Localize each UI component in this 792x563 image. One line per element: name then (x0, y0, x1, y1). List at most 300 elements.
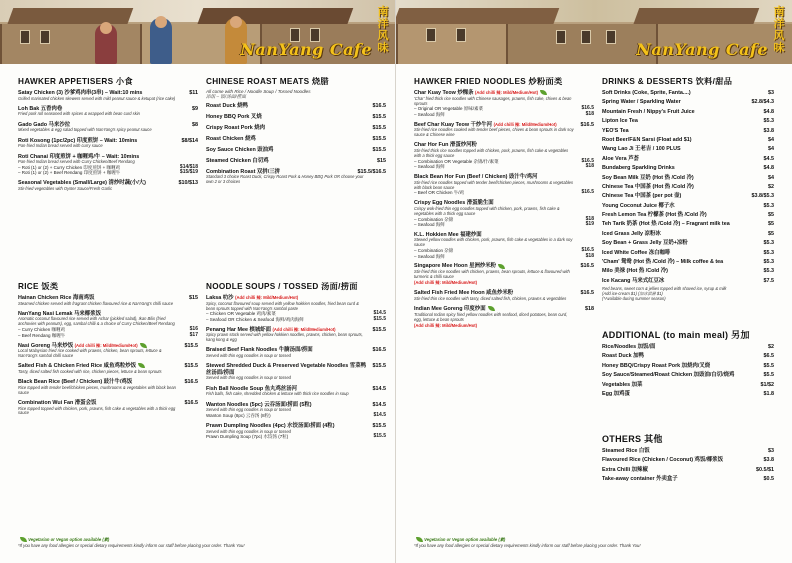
item-description: Stir-fried thick rice noodles topped with chicken, pork, prawns, fish cake & vegetables with a thick egg sauce (414, 148, 569, 158)
variant-price: $15/$19 (179, 169, 198, 176)
item-price: $0.5 (763, 476, 774, 483)
item-price: $4 (768, 174, 774, 181)
item-price: $0.5/$1 (756, 466, 774, 473)
item-name: Soy Bean Milk 豆奶 (Hot 热 /Cold 冷) (602, 174, 694, 181)
item-description: Served with thin egg noodles in soup or tossed (206, 375, 291, 381)
item-variant (414, 222, 594, 227)
item-description: Fish balls, fish cake, shredded chicken & lettuce with thick rice noodles in soup (206, 391, 349, 397)
item-name: Bundaberg Sparkling Drinks (602, 165, 675, 172)
roast-list (206, 103, 386, 185)
variant-price: $14.5 (373, 310, 386, 317)
item-name: Egg 加鸡蛋 (602, 390, 630, 397)
fried-noodles-list (414, 90, 594, 329)
item-price: $15.5 (372, 326, 386, 333)
item-row (206, 125, 386, 132)
item-name: Salted Fish & Chicken Fried Rice 咸鱼鸡粒炒饭 (18, 363, 137, 370)
menu-item (602, 268, 774, 275)
item-name: Nasi Goreng 马来炒饭 (18, 342, 74, 349)
item-name: Roti Chanai 印度煎饼 + 咖喱鸡/牛 – Wait: 10mins (18, 153, 140, 160)
variant-label: – Combination OR Vegetable 杂锦/什/素菜 (414, 158, 499, 164)
item-name: Honey BBQ Pork 叉烧 (206, 113, 262, 120)
menu-item (602, 448, 774, 455)
item-name: Take-away container 外卖盒子 (602, 476, 678, 483)
item-price: $5 (768, 212, 774, 219)
menu-item (18, 379, 198, 395)
menu-item (414, 290, 594, 302)
menu-item (206, 136, 386, 143)
item-price: $4.5 (763, 155, 774, 162)
item-variant (206, 317, 386, 322)
item-name-wrap (206, 147, 277, 154)
rice-list (18, 295, 198, 416)
menu-item (18, 363, 198, 375)
page-footer: Vegetarian or Vegan option available (素) *If you have any food allergies or special dietary requirements kindly inform our staff before placing your order. Thank You! (414, 537, 641, 548)
brand-logo-chinese: 南洋风味 (773, 6, 785, 54)
menu-item (602, 128, 774, 135)
item-description: Crispy wok-fried thin egg noodles topped with chicken, pork, prawns, fish cake & vegetables with a thick egg sauce (414, 205, 560, 216)
variant-price: $16.5 (581, 157, 594, 164)
menu-item (414, 200, 594, 227)
variant-price: $16 (189, 326, 198, 333)
item-price: $4.8 (763, 108, 774, 115)
menu-item (18, 154, 198, 176)
item-price: $4.8 (763, 165, 774, 172)
menu-item (18, 295, 198, 307)
item-name: Combination Roast 双拼/三拼 (206, 168, 280, 175)
chilli-option: (Add chilli 辣: Mild/Medium/Hot) (414, 279, 478, 285)
variant-price: $16.5 (581, 189, 594, 196)
variant-price: $16.5 (581, 247, 594, 254)
variant-price: $14/$18 (179, 164, 198, 171)
item-name: Wang Lao Ji 王老吉 / 100 PLUS (602, 146, 681, 153)
menu-item (602, 221, 774, 228)
variant-label: – Chicken OR Vegetable 鸡肉/素菜 (206, 311, 276, 317)
item-row (206, 147, 386, 154)
menu-item (602, 203, 774, 210)
item-price: $2 (768, 183, 774, 190)
item-price: $16.5 (580, 263, 594, 270)
menu-item (206, 169, 386, 185)
menu-item (602, 146, 774, 153)
item-price: $5.3 (763, 118, 774, 125)
item-name: Flavoured Rice (Chicken / Coconut) 鸡饭/椰浆饭 (602, 457, 724, 464)
item-description: Rice topped with tender beef/chicken pieces, mushrooms & vegetables with black bean sauce (18, 384, 176, 395)
section-subtitle: All come with Rice / Noodle Soup / Tossed Noodles 添饭 – 饭/汤面/捞面 (206, 89, 311, 100)
item-name: YEO'S Tea (602, 127, 629, 134)
menu-item (206, 147, 386, 154)
menu-item (602, 467, 774, 474)
item-description: Aromatic coconut flavoured rice served with Achar (pickled salad), Ikan Bilis (fried anchovies with peanuts), egg, sambal chilli & a choice of Curry Chicken/Beef Rendang (18, 316, 175, 327)
banner-artwork (0, 0, 396, 64)
item-name: Soy Sauce/Steamed/Roast Chicken 加豉油/白切/烧鸡 (602, 372, 735, 379)
item-description: Tasty, diced salted fish cooked with rice, chicken pieces, lettuce & bean sprouts (18, 368, 162, 374)
menu-item (602, 250, 774, 257)
item-price: $1.8 (763, 390, 774, 397)
variant-label: – Seafood 海鲜 (414, 164, 445, 170)
variant-price: $15.5 (373, 433, 386, 440)
item-price: $1/$2 (760, 381, 774, 388)
item-row (206, 103, 386, 110)
item-description: Served with thin egg noodles in soup or tossed (206, 353, 291, 358)
item-variant (206, 413, 386, 418)
item-name: Wanton Noodles (5pc) 云吞汤面/捞面 (5粒) (206, 401, 312, 408)
menu-item (602, 457, 774, 464)
brand-logo: NanYang Cafe (636, 40, 768, 59)
item-price: $5.3 (763, 268, 774, 275)
menu-item (602, 90, 774, 97)
chilli-option: (Add chilli 辣: Mild/Medium/Hot) (493, 121, 557, 127)
item-price: $18 (585, 306, 594, 313)
item-name: Prawn Dumpling Noodles (4pc) 水饺汤面/捞面 (4粒) (206, 422, 335, 429)
menu-item (18, 138, 198, 150)
item-name: Indian Mee Goreng 印度炒面 (414, 306, 486, 313)
item-price: $5.3 (763, 202, 774, 209)
menu-item (206, 423, 386, 440)
section-rice (18, 281, 198, 421)
item-name: K.L. Hokkien Mee 福建炒面 (414, 231, 482, 238)
item-name: Lipton Ice Tea (602, 118, 638, 125)
section-title: DRINKS & DESSERTS 饮料/甜品 (602, 77, 733, 86)
section-drinks (602, 76, 774, 302)
item-description: Standard 3 choice Roast Duck, Crispy Roast Pork & Honey BBQ Pork OR choose your own 2 or 3 choices (206, 174, 364, 185)
item-price: $4 (768, 136, 774, 143)
menu-item (414, 263, 594, 285)
item-description: Pan-fried Indian bread served with Curry Chicken/Beef Rendang (18, 159, 135, 165)
item-name: Milo 美禄 (Hot 热 /Cold 冷) (602, 268, 668, 275)
item-name: Soy Bean + Grass Jelly 豆奶+凉粉 (602, 240, 688, 247)
menu-item (206, 327, 386, 343)
item-price: $10/$13 (178, 180, 198, 187)
item-price: $15.5/$16.5 (357, 168, 386, 175)
menu-item (602, 240, 774, 247)
menu-item (602, 184, 774, 191)
item-name: Roast Chicken 烧鸡 (206, 135, 256, 142)
item-name: Aloe Vera 芦荟 (602, 155, 639, 162)
item-description: Pan-fried Indian bread served with curry sauce (18, 143, 103, 149)
chilli-option: (Add chilli 辣: Mild/Medium/Hot) (74, 342, 138, 348)
item-name: Loh Bak 五香肉卷 (18, 105, 63, 112)
item-price: $15.5 (372, 135, 386, 142)
item-name: Braised Beef Flank Noodles 牛腩汤面/捞面 (206, 347, 313, 354)
item-price: $15.5 (184, 342, 198, 349)
item-name: Roast Duck 烧鸭 (206, 102, 248, 109)
variant-price: $18 (585, 110, 594, 117)
menu-item (206, 114, 386, 121)
section-title: RICE 饭类 (18, 282, 59, 291)
item-name: Soy Sauce Chicken 豉油鸡 (206, 146, 274, 153)
section-others (602, 432, 774, 486)
variant-price: $14.5 (373, 412, 386, 419)
variant-label: – Seafood 海鲜 (414, 222, 445, 228)
item-description: Stir-fried rice noodles cooked with tender beef pieces, chives & bean sprouts in dark soy sauce & Chinese wine (414, 127, 574, 138)
item-name: Hainan Chicken Rice 海南鸡饭 (18, 295, 95, 301)
banner-artwork (396, 0, 792, 64)
item-description: Spicy, coconut flavoured soup served with yellow hokkien noodles, fried bean curd & bean sprouts topped with NanYang's sambal paste (206, 300, 359, 311)
item-note: (Add ice-cream $1) (加冰淇淋 $1) (602, 291, 663, 297)
variant-price: $18 (585, 163, 594, 170)
menu-item (206, 347, 386, 359)
menu-item (602, 344, 774, 351)
item-description: Fried pork roll seasoned with spices & wrapped with bean curd skin (18, 111, 140, 117)
variant-price: $19 (585, 221, 594, 228)
item-price: $7.5 (763, 277, 774, 284)
item-name: 'Cham' 鸳鸯 (Hot 热 /Cold 冷) – Milk coffee & tea (602, 259, 724, 266)
item-price: $15.5 (372, 146, 386, 153)
item-name: Crispy Egg Noodles 滑蛋脆生面 (414, 200, 494, 207)
item-price: $14.5 (372, 401, 386, 408)
item-name: Iced White Coffee 冻白咖啡 (602, 249, 671, 256)
item-name: Ice Kacang 马来式红豆冰 (602, 277, 665, 284)
menu-page-right (396, 0, 792, 563)
variant-label: – Roti (1) or (2) + Beef Rendang 印度煎饼 + 咖喱牛 (18, 170, 121, 176)
leaf-icon (140, 343, 147, 348)
section-appetisers (18, 76, 198, 196)
item-price: $5 (768, 221, 774, 228)
item-price: $3.8/$5.3 (751, 193, 774, 200)
item-price: $15.5 (372, 422, 386, 429)
additional-list (602, 344, 774, 398)
item-name-wrap (206, 103, 252, 110)
item-name: Gado Gado 马来沙拉 (18, 121, 71, 128)
item-price: $11 (189, 90, 198, 96)
item-name: Singapore Mee Hoon 星洲炒米粉 (414, 263, 497, 270)
menu-item (206, 103, 386, 110)
item-row (206, 158, 386, 165)
variant-price: $15.5 (373, 315, 386, 322)
section-fried-noodles (414, 76, 594, 333)
item-name: Chinese Tea 中国茶 (Hot 热 /Cold 冷) (602, 183, 694, 190)
leaf-icon (540, 90, 547, 95)
menu-item (602, 231, 774, 238)
chilli-option: (Add chilli 辣: Mild/Medium/Hot) (235, 295, 299, 300)
menu-item (18, 180, 198, 192)
item-price: $16.5 (372, 102, 386, 109)
menu-item (602, 391, 774, 398)
item-price: $6.5 (763, 353, 774, 360)
menu-item (602, 353, 774, 360)
item-variant (414, 190, 594, 195)
item-price: $2.8/$4.3 (751, 99, 774, 106)
section-roast-meats (206, 76, 386, 190)
item-name: Young Coconut Juice 椰子水 (602, 202, 675, 209)
item-description: Stir-fried rice noodles topped with tender beef/chicken pieces, mushrooms & vegetables with black bean sauce (414, 179, 573, 190)
chilli-option: (Add chilli 辣: Mild/Medium/Hot) (475, 90, 539, 95)
item-name: Teh Tarik 奶茶 (Hot 热 /Cold 冷) – Fragrant milk tea (602, 221, 730, 228)
item-price: $15 (377, 157, 386, 164)
leaf-icon (138, 363, 145, 368)
item-description: Grilled marinated chicken skewers served with mild peanut sauce & ketupat (rice cake) (18, 95, 176, 101)
item-price: $15.5 (372, 363, 386, 370)
others-list (602, 448, 774, 483)
item-variant (414, 254, 594, 259)
item-name: Penang Har Mee 槟城虾面 (206, 326, 272, 333)
item-name: Vegetables 加菜 (602, 381, 643, 388)
variant-price: $17 (189, 331, 198, 338)
section-title: HAWKER FRIED NOODLES 炒粉面类 (414, 77, 563, 86)
item-price: $16.5 (372, 347, 386, 354)
variant-label: – Seafood 海鲜 (414, 111, 445, 117)
variant-price: $16.5 (581, 105, 594, 112)
menu-item (602, 175, 774, 182)
menu-item (602, 109, 774, 116)
item-price: $8/$14 (181, 137, 198, 144)
item-price: $5.3 (763, 249, 774, 256)
item-variant (18, 333, 198, 338)
item-name: Soft Drinks (Coke, Sprite, Fanta....) (602, 90, 691, 96)
item-description: 'Char' fried thick rice noodles with Chinese sausages, prawns, fish cake, chives & bean sprouts (414, 95, 572, 106)
menu-item (602, 363, 774, 370)
menu-item (602, 156, 774, 163)
item-price: $14.5 (372, 385, 386, 392)
item-price: $15.5 (372, 124, 386, 131)
item-name: Stewed Shredded Duck & Preserved Vegetable Noodles 雪菜鸭丝汤面/捞面 (206, 363, 366, 376)
item-price: $16.5 (184, 399, 198, 406)
item-price: $3 (768, 90, 774, 96)
drinks-list (602, 90, 774, 302)
item-name: NanYang Nasi Lemak 马来椰浆饭 (18, 310, 101, 317)
menu-item (206, 158, 386, 165)
menu-item (414, 90, 594, 117)
menu-item (206, 402, 386, 419)
item-name: Mountain Fresh / Nippy's Fruit Juice (602, 108, 695, 115)
variant-label: – Beef Rendang 咖喱牛 (18, 332, 66, 338)
item-name: Roast Duck 加鸭 (602, 353, 644, 360)
menu-item (18, 311, 198, 338)
item-name: Spring Water / Sparkling Water (602, 99, 681, 106)
section-additional (602, 328, 774, 400)
item-name: Salted Fish Fried Mee Hoon 咸鱼炒米粉 (414, 290, 514, 297)
section-noodle-soups (206, 281, 386, 444)
item-price: $5 (768, 230, 774, 237)
appetisers-list (18, 90, 198, 192)
menu-item (602, 193, 774, 200)
item-name-wrap (206, 114, 266, 121)
item-description: Stir-fried vegetables with Oyster Sauce/Fresh Garlic (18, 185, 113, 191)
item-name: Char Hor Fun 滑蛋炒河粉 (414, 142, 477, 149)
menu-item (206, 386, 386, 398)
item-description: Red beans, sweet corn & jellies topped with shaved ice, syrup & milk (602, 286, 727, 292)
menu-item (414, 174, 594, 196)
menu-item (602, 137, 774, 144)
variant-label: – Combination 杂锦 (414, 248, 454, 254)
variant-label: – Beef OR Chicken 牛/鸡 (414, 190, 465, 196)
item-description: Steamed chicken served with fragrant chicken flavoured rice & NanYang's chilli sauce (18, 300, 173, 306)
item-price: $16.5 (184, 379, 198, 386)
item-name: Crispy Roast Pork 烧肉 (206, 124, 266, 131)
item-name: Steamed Rice 白饭 (602, 448, 650, 454)
menu-item (414, 122, 594, 138)
item-variant (18, 170, 198, 175)
variant-label: – Original OR Vegetable 原味/素菜 (414, 106, 484, 112)
variant-price: $18 (585, 215, 594, 222)
section-title: CHINESE ROAST MEATS 烧腊 (206, 77, 329, 86)
item-price: $16.5 (580, 121, 594, 128)
item-name: Root Beer/F&N Sarsi (Float add $1) (602, 136, 692, 143)
variant-price: $18 (585, 252, 594, 259)
item-name: Black Bean Rice (Beef / Chicken) 豉汁牛/鸡饭 (18, 379, 133, 386)
menu-item (414, 142, 594, 169)
menu-item (602, 99, 774, 106)
item-description: Spicy prawn stock served with yellow hokkien noodles, prawns, chicken, bean sprouts, kang kong & egg (206, 332, 363, 343)
item-name: Rice/Noodles 加饭/面 (602, 344, 656, 350)
item-row (206, 136, 386, 143)
leaf-icon (20, 537, 27, 542)
chilli-option: (Add chilli 辣: Mild/Medium/Hot) (414, 322, 478, 328)
item-name: Chinese Tea 中国茶 (per pot 壶) (602, 193, 682, 200)
menu-item (18, 90, 198, 102)
item-name-wrap (206, 136, 260, 143)
item-price: $9 (192, 105, 198, 112)
brand-logo-chinese: 南洋风味 (377, 6, 389, 54)
menu-item (602, 118, 774, 125)
menu-item (206, 363, 386, 381)
item-price: $5.5 (763, 362, 774, 369)
item-variant (206, 434, 386, 439)
section-title: OTHERS 其他 (602, 434, 663, 444)
item-name: Laksa 叻沙 (206, 295, 234, 301)
item-price: $3 (768, 448, 774, 454)
item-name: Satay Chicken (3) 沙爹鸡肉串(3串) – Wait:10 mins (18, 90, 143, 96)
noodles-list (206, 295, 386, 440)
menu-item (602, 382, 774, 389)
page-footer: Vegetarian or Vegan option available (素) *If you have any food allergies or special dietary requirements kindly inform our staff before placing your order. Thank You! (18, 537, 245, 548)
menu-item (18, 400, 198, 416)
menu-item (414, 306, 594, 328)
item-row (206, 114, 386, 121)
item-name: Extra Chilli 加辣椒 (602, 466, 648, 473)
variant-label: Wanton Soup (8pc) 云吞汤 (8粒) (206, 413, 271, 419)
item-price: $16.5 (580, 290, 594, 297)
menu-item (18, 122, 198, 134)
menu-item (602, 165, 774, 172)
variant-label: – Curry Chicken 咖喱鸡 (18, 327, 66, 333)
item-variant (414, 112, 594, 117)
item-name: Black Bean Hor Fun (Beef / Chicken) 豉汁牛/鸡河 (414, 174, 538, 181)
menu-item (18, 106, 198, 118)
item-price: $5.3 (763, 259, 774, 266)
item-name: Beef Char Kuay Teow 干炒牛河 (414, 121, 493, 128)
item-price: $5.5 (763, 372, 774, 379)
item-description: Stir-fried thin rice noodles with chicken, prawns, bean sprouts, lettuce & flavoured with turmeric & chilli sauce (414, 269, 570, 279)
item-price: $15.5 (372, 113, 386, 120)
leaf-icon (416, 537, 423, 542)
variant-label: – Combination 杂锦 (414, 216, 454, 222)
menu-item (602, 372, 774, 379)
item-price: $4 (768, 146, 774, 153)
menu-item (414, 232, 594, 259)
item-description: Served with thin egg noodles in soup or tossed (206, 428, 291, 434)
item-name: Steamed Chicken 白切鸡 (206, 157, 269, 164)
item-name: Seasonal Vegetables (Small/Large) 清炒时蔬(小/大) (18, 180, 146, 187)
item-price: $5.3 (763, 240, 774, 247)
item-name: Fresh Lemon Tea 柠檬茶 (Hot 热 /Cold 冷) (602, 212, 707, 219)
item-name: Fish Ball Noodle Soup 鱼丸鸡丝汤河 (206, 385, 298, 392)
item-name: Honey BBQ/Crispy Roast Pork 加烧肉/叉烧 (602, 362, 711, 369)
menu-item (602, 212, 774, 219)
item-name: Iced Grass Jelly 凉粉冰 (602, 230, 661, 237)
leaf-icon (488, 306, 495, 311)
item-name: Char Kuay Teow 炒粿条 (414, 90, 474, 96)
item-description: Traditional Indian spicy fried yellow noodles with seafood, diced potatoes, bean curd, egg, lettuce & bean sprouts (414, 311, 568, 322)
item-description: Rice topped topped with chicken, pork, prawns, fish cake & vegetables with a thick egg sauce (18, 405, 176, 416)
item-name-wrap (206, 125, 269, 132)
item-price: $2 (768, 344, 774, 350)
item-description: Stewed yellow noodles with chicken, pork, prawns, fish cake & vegetables in a dark soy sauce (414, 237, 573, 248)
menu-item (602, 259, 774, 266)
variant-label: – Seafood 海鲜 (414, 253, 445, 259)
item-description: Served with thin egg noodles in soup or tossed (206, 407, 291, 413)
item-description: Stir-fried thin rice noodles with tasty, diced salted fish, chicken, prawns & vegetables (414, 295, 567, 301)
